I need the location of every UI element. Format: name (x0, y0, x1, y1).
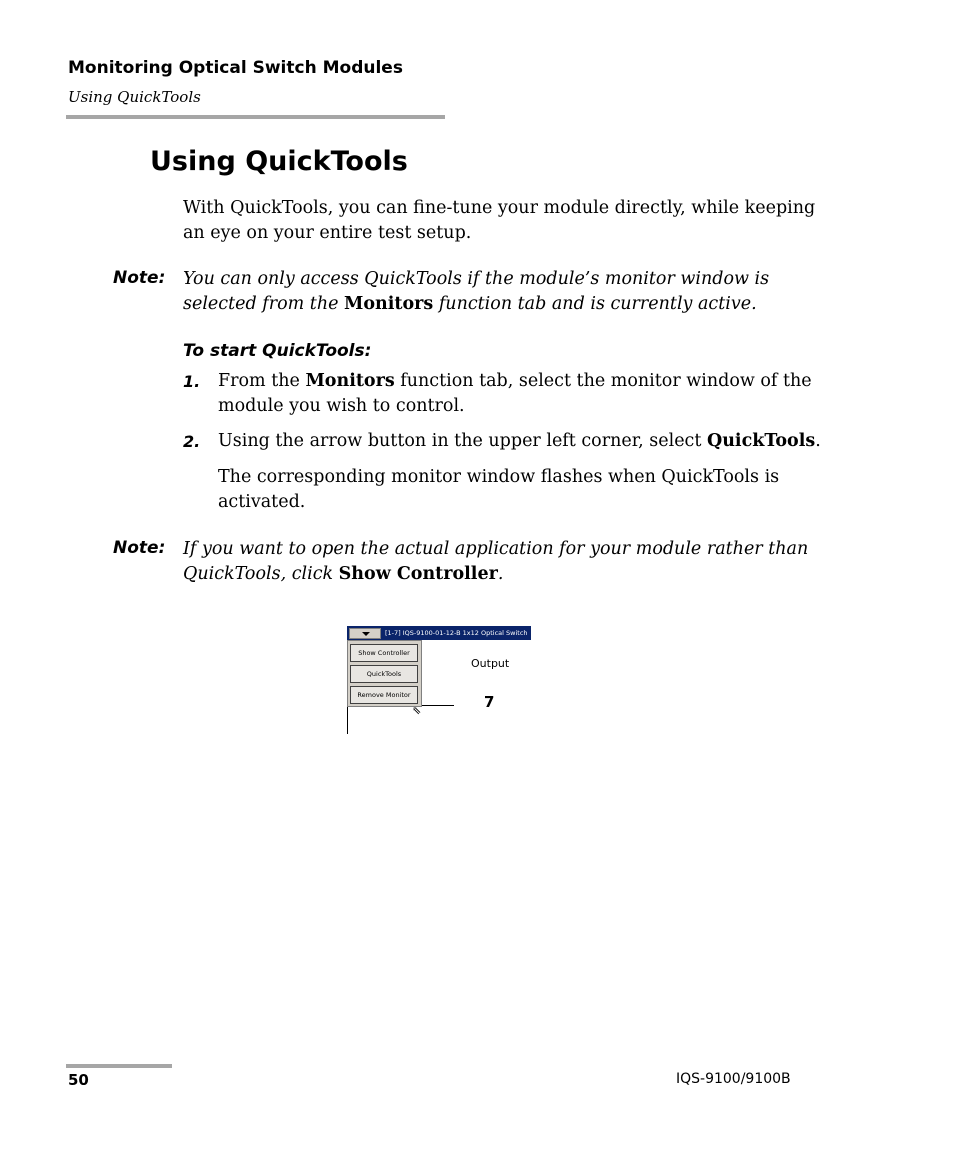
intro-paragraph: With QuickTools, you can fine-tune your module directly, while keeping an eye on your entire test setup. (183, 198, 816, 243)
monitor-title: [1-7] IQS-9100-01-12-B 1x12 Optical Switch (385, 629, 528, 637)
mouse-pointer-icon: ⇖ (412, 704, 422, 717)
step-result: The corresponding monitor window flashes when QuickTools is activated. (218, 467, 780, 512)
section-title: Using QuickTools (150, 146, 408, 177)
procedure-heading: To start QuickTools: (183, 341, 372, 361)
step-bold-term: Monitors (305, 371, 395, 391)
note-bold-term: Monitors (344, 294, 434, 314)
chapter-title: Monitoring Optical Switch Modules (68, 58, 403, 78)
monitor-context-menu (347, 640, 422, 717)
step-text: From the Monitors function tab, select the monitor window of the module you wish to control. (218, 371, 812, 416)
section-subtitle: Using QuickTools (68, 88, 201, 106)
step-bold-term: QuickTools (706, 431, 816, 451)
remove-monitor-menu-item[interactable]: Remove Monitor (350, 686, 418, 704)
output-label: Output (471, 657, 510, 670)
callout-leader-line (422, 705, 454, 706)
header-rule (66, 115, 445, 119)
page-number: 50 (68, 1071, 89, 1089)
show-controller-menu-item[interactable]: Show Controller (350, 644, 418, 662)
note-bold-term: Show Controller (338, 564, 498, 584)
window-border-line (347, 707, 348, 734)
note-text: If you want to open the actual application for your module rather than QuickTools, click Show Controller. (183, 539, 809, 584)
callout-number: 7 (484, 693, 495, 711)
product-name: IQS-9100/9100B (676, 1071, 791, 1087)
quicktools-menu-item[interactable]: QuickTools (350, 665, 418, 683)
step-text: Using the arrow button in the upper left corner, select QuickTools. (218, 431, 821, 451)
quicktools-screenshot (347, 622, 537, 734)
note-label: Note: (113, 268, 166, 288)
footer-rule (66, 1064, 172, 1068)
step-number: 1. (183, 372, 201, 391)
arrow-button[interactable] (349, 628, 381, 639)
note-text: You can only access QuickTools if the module’s monitor window is selected from the Monitors function tab and is currently active. (183, 269, 770, 314)
step-number: 2. (183, 432, 201, 451)
note-label: Note: (113, 538, 166, 558)
